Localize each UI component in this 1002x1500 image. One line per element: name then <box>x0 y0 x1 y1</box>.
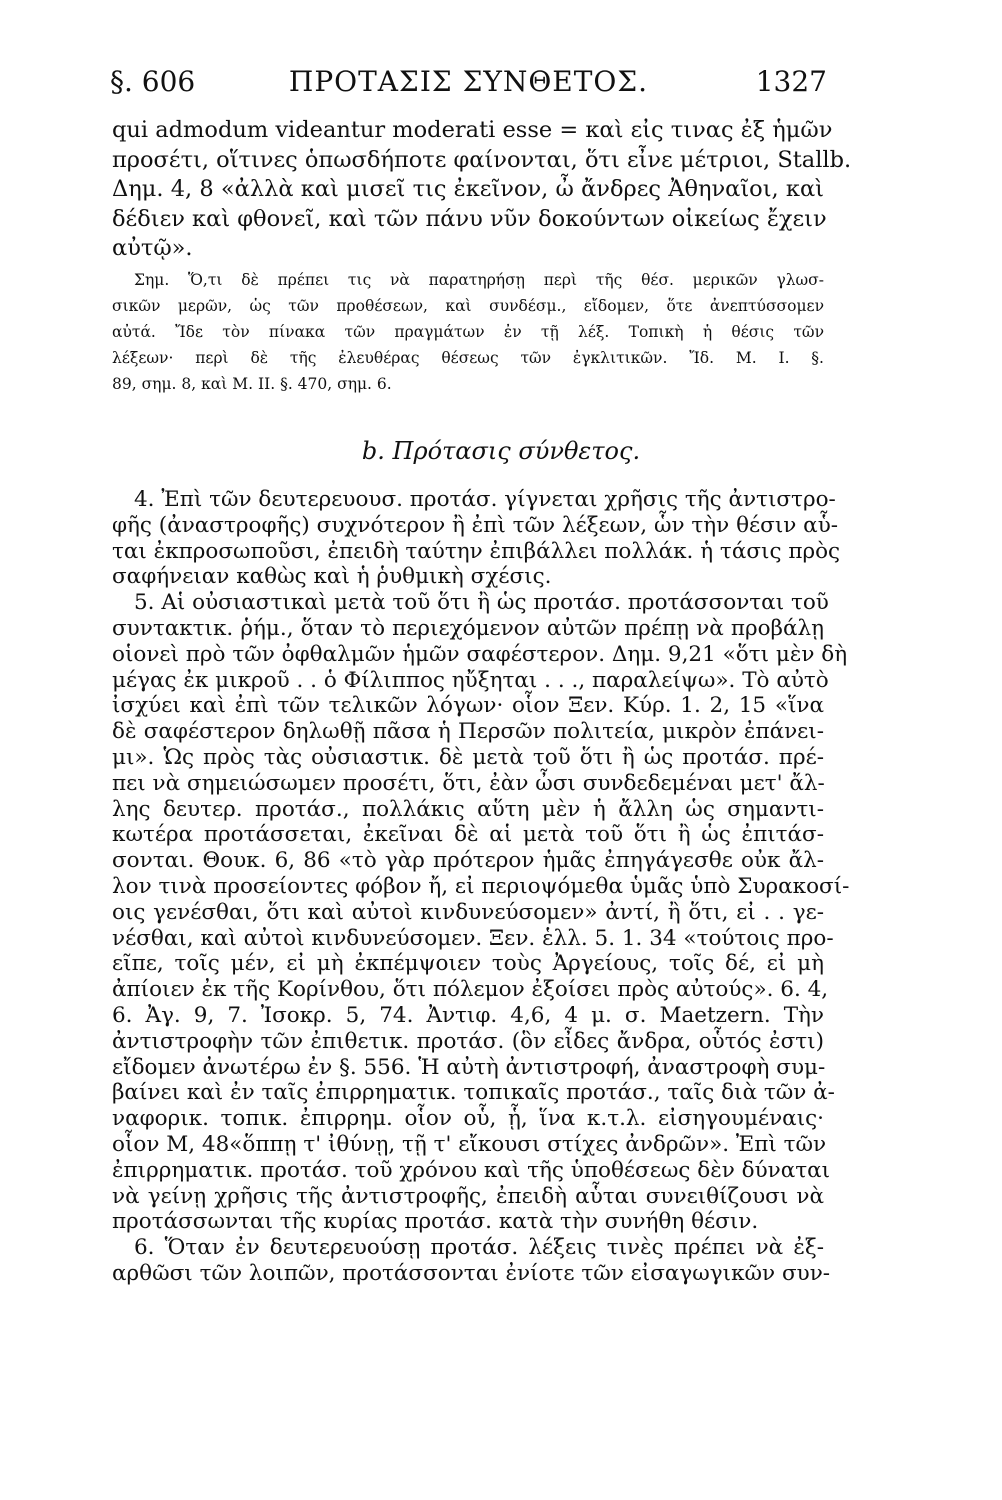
text-line: πει νὰ σημειώσωμεν προσέτι, ὅτι, ἐὰν ὦσι συνδεδεμέναι μετ' ἄλ- <box>112 770 825 796</box>
text-line: Δημ. 4, 8 «ἀλλὰ καὶ μισεῖ τις ἐκεῖνον, ὦ ἄνδρες Ἀθηναῖοι, καὶ <box>112 176 824 202</box>
text-line: μι». Ὡς πρὸς τὰς οὐσιαστικ. δὲ μετὰ τοῦ ὅτι ἢ ὡς προτάσ. πρέ- <box>112 744 824 770</box>
text-line: εῖπε, τοῖς μέν, εἰ μὴ ἐκπέμψοιεν τοὺς Ἀργείους, τοῖς δέ, εἰ μὴ <box>112 951 824 977</box>
note-line: Σημ. Ὅ,τι δὲ πρέπει τις νὰ παρατηρήσῃ περὶ τῆς θέσ. μερικῶν γλωσ- <box>134 271 824 289</box>
text-line: κωτέρα προτάσσεται, ἐκεῖναι δὲ αἱ μετὰ τοῦ ὅτι ἢ ὡς ἐπιτάσ- <box>112 822 824 848</box>
page-number: 1327 <box>755 65 827 98</box>
top-paragraph <box>112 116 852 264</box>
note-line: λέξεων· περὶ δὲ τῆς ἐλευθέρας θέσεως τῶν ἐγκλιτικῶν. Ἴδ. Μ. Ι. §. <box>112 349 824 367</box>
text-line: αρθῶσι τῶν λοιπῶν, προτάσσονται ἐνίοτε τῶν εἰσαγωγικῶν συν- <box>112 1260 831 1286</box>
text-line: ἰσχύει καὶ ἐπὶ τῶν τελικῶν λόγων· οἷον Ξεν. Κύρ. 1. 2, 15 «ἵνα <box>112 693 824 719</box>
text-line: ναφορικ. τοπικ. ἐπιρρημ. οἷον οὗ, ᾗ, ἵνα κ.τ.λ. εἰσηγουμέναις· <box>112 1106 824 1132</box>
note-line: αὐτά. Ἴδε τὸν πίνακα τῶν πραγμάτων ἐν τῇ λέξ. Τοπικὴ ἡ θέσις τῶν <box>112 323 824 341</box>
main-paragraph <box>112 487 850 1287</box>
text-line: λον τινὰ προσείοντες φόβον ἤ, εἰ περιοψόμεθα ὑμᾶς ὑπὸ Συρακοσί- <box>112 873 850 899</box>
text-line: δὲ σαφέστερον δηλωθῇ πᾶσα ἡ Περσῶν πολιτεία, μικρὸν ἐπάνει- <box>112 719 824 745</box>
text-line: μέγας ἐκ μικροῦ . . ὁ Φίλιππος ηὔξηται . . ., παραλείψω». Τὸ αὐτὸ <box>112 667 829 693</box>
text-line: νὰ γείνῃ χρῆσις τῆς ἀντιστροφῆς, ἐπειδὴ αὗται συνειθίζουσι νὰ <box>112 1183 824 1209</box>
text-line: δέδιεν καὶ φθονεῖ, καὶ τῶν πάνυ νῦν δοκούντων οἰκείως ἔχειν <box>112 205 827 232</box>
text-line: ἐπιρρηματικ. προτάσ. τοῦ χρόνου καὶ τῆς ὑποθέσεως δὲν δύναται <box>112 1157 831 1183</box>
text-line: ται ἐκπροσωποῦσι, ἐπειδὴ ταύτην ἐπιβάλλει πολλάκ. ἡ τάσις πρὸς <box>112 538 841 564</box>
text-line: 5. Αἱ οὐσιαστικαὶ μετὰ τοῦ ὅτι ἢ ὡς προτάσ. προτάσσονται τοῦ <box>134 590 829 616</box>
text-line: qui admodum videantur moderati esse = καὶ εἰς τινας ἐξ ἡμῶν <box>112 117 833 143</box>
text-line: νέσθαι, καὶ αὐτοὶ κινδυνεύσομεν. Ξεν. ἑλλ. 5. 1. 34 «τούτοις προ- <box>112 925 834 951</box>
text-line: συντακτικ. ῥήμ., ὅταν τὸ περιεχόμενον αὐτῶν πρέπῃ νὰ προβάλῃ <box>112 615 824 641</box>
page-title: ΠΡΟΤΑΣΙΣ ΣΥΝΘΕΤΟΣ. <box>288 65 649 98</box>
note-paragraph <box>112 267 824 397</box>
text-line: εἴδομεν ἀνωτέρω ἐν §. 556. Ἡ αὐτὴ ἀντιστροφή, ἀναστροφὴ συμ- <box>112 1054 826 1080</box>
text-line: βαίνει καὶ ἐν ταῖς ἐπιρρηματικ. τοπικαῖς προτάσ., ταῖς διὰ τῶν ἀ- <box>112 1080 835 1106</box>
text-line: προτάσσωνται τῆς κυρίας προτάσ. κατὰ τὴν συνήθη θέσιν. <box>112 1209 759 1235</box>
text-line: ἀπίοιεν ἐκ τῆς Κορίνθου, ὅτι πόλεμον ἐξοίσει πρὸς αὐτούς». 6. 4, <box>112 977 829 1003</box>
section-heading: b. Πρότασις σύνθετος. <box>361 437 641 465</box>
text-line: φῆς (ἀναστροφῆς) συχνότερον ἢ ἐπὶ τῶν λέξεων, ὧν τὴν θέσιν αὗ- <box>112 512 839 538</box>
text-line: ἀντιστροφὴν τῶν ἐπιθετικ. προτάσ. (ὃν εἶδες ἄνδρα, οὗτός ἐστι) <box>112 1028 824 1054</box>
text-line: οἷον Μ, 48«ὅππῃ τ' ἰθύνῃ, τῇ τ' εἴκουσι στίχες ἀνδρῶν». Ἐπὶ τῶν <box>112 1131 827 1157</box>
text-line: σαφήνειαν καθὼς καὶ ἡ ῥυθμικὴ σχέσις. <box>112 564 552 590</box>
text-line: 6. Ἀγ. 9, 7. Ἰσοκρ. 5, 74. Ἀντιφ. 4,6, 4 μ. σ. Maetzern. Τὴν <box>112 1002 824 1028</box>
text-line: 6. Ὅταν ἐν δευτερευούσῃ προτάσ. λέξεις τινὲς πρέπει νὰ ἐξ- <box>134 1235 824 1261</box>
note-line: σικῶν μερῶν, ὡς τῶν προθέσεων, καὶ συνδέσμ., εἴδομεν, ὅτε ἀνεπτύσσομεν <box>112 297 824 315</box>
text-line: αὐτῷ». <box>112 235 193 261</box>
text-line: 4. Ἐπὶ τῶν δευτερευουσ. προτάσ. γίγνεται χρῆσις τῆς ἀντιστρο- <box>134 487 836 512</box>
text-line: προσέτι, οἵτινες ὁπωσδήποτε φαίνονται, ὅτι εἶνε μέτριοι, Stallb. <box>112 146 852 173</box>
text-line: οἱονεὶ πρὸ τῶν ὀφθαλμῶν ἡμῶν σαφέστερον. Δημ. 9,21 «ὅτι μὲν δὴ <box>112 641 848 667</box>
section-number: §. 606 <box>110 65 196 98</box>
text-line: λης δευτερ. προτάσ., πολλάκις αὕτη μὲν ἡ ἄλλη ὡς σημαντι- <box>112 796 824 822</box>
note-line: 89, σημ. 8, καὶ Μ. ΙΙ. §. 470, σημ. 6. <box>112 375 392 393</box>
running-head <box>110 64 827 100</box>
text-line: σονται. Θουκ. 6, 86 «τὸ γὰρ πρότερον ἡμᾶς ἐπηγάγεσθε οὐκ ἄλ- <box>112 848 824 874</box>
text-line: οις γενέσθαι, ὅτι καὶ αὐτοὶ κινδυνεύσομεν» ἀντί, ἢ ὅτι, εἰ . . γε- <box>112 899 824 925</box>
